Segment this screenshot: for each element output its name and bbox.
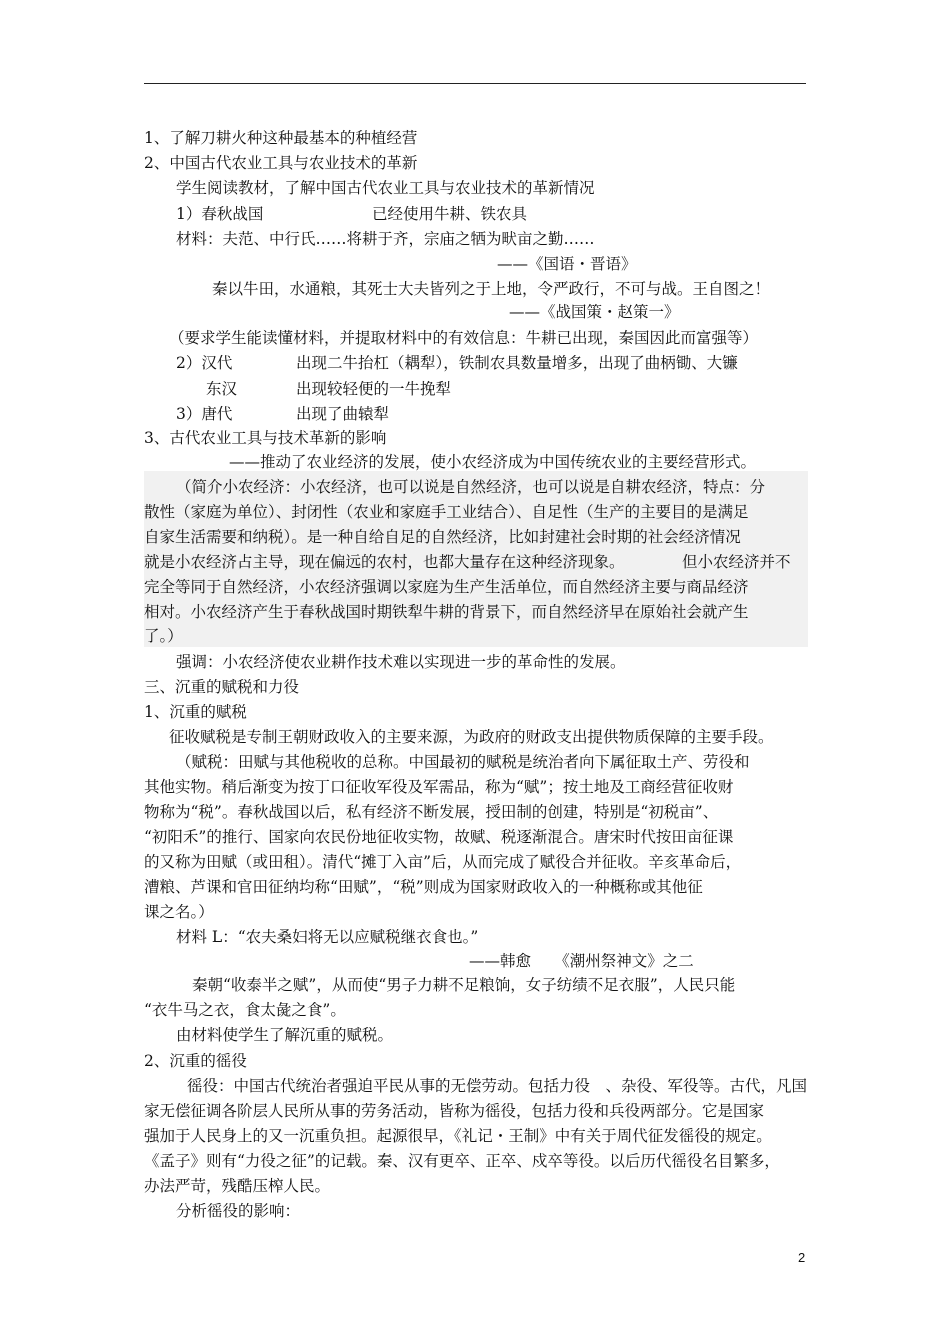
- text-line: 就是小农经济占主导，现在偏远的农村，也都大量存在这种经济现象。: [144, 553, 625, 571]
- text-line: 2、沉重的徭役: [144, 1052, 247, 1070]
- text-line: 出现较轻便的一牛挽犁: [296, 380, 452, 398]
- text-line: 办法严苛，残酷压榨人民。: [144, 1177, 331, 1195]
- text-line: 出现了曲辕犁: [296, 405, 390, 423]
- text-line: 分析徭役的影响：: [176, 1202, 301, 1220]
- text-line: 学生阅读教材，了解中国古代农业工具与农业技术的革新情况: [176, 179, 595, 197]
- text-line: 完全等同于自然经济，小农经济强调以家庭为生产生活单位，而自然经济主要与商品经济: [144, 578, 749, 596]
- text-line: 1、了解刀耕火种这种最基本的种植经营: [144, 129, 418, 147]
- text-line: 秦朝“收泰半之赋”，从而使“男子力耕不足粮饷，女子纺绩不足衣服”，人民只能: [192, 976, 736, 994]
- text-line: 3）唐代: [176, 405, 233, 423]
- text-line: （赋税：田赋与其他税收的总称。中国最初的赋税是统治者向下属征取土产、劳役和: [176, 753, 750, 771]
- text-line: 其他实物。稍后渐变为按丁口征收军役及军需品，称为“赋”；按土地及工商经营征收财: [144, 778, 734, 796]
- text-line: “初阳禾”的推行、国家向农民份地征收实物，故赋、税逐渐混合。唐宋时代按田亩征课: [144, 828, 734, 846]
- text-line: 家无偿征调各阶层人民所从事的劳务活动，皆称为徭役，包括力役和兵役两部分。它是国家: [144, 1102, 765, 1120]
- text-line: （简介小农经济：小农经济，也可以说是自然经济，也可以说是自耕农经济，特点：分: [176, 478, 766, 496]
- text-line: 漕粮、芦课和官田征纳均称“田赋”，“税”则成为国家财政收入的一种概称或其他征: [144, 878, 703, 896]
- text-line: 秦以牛田，水通粮，其死士大夫皆列之于上地，令严政行，不可与战。王自图之！: [212, 280, 771, 298]
- text-line: 课之名。）: [144, 903, 214, 921]
- text-line: “衣牛马之衣，食太彘之食”。: [144, 1001, 346, 1019]
- text-line: 2、中国古代农业工具与农业技术的革新: [144, 154, 418, 172]
- text-line: 强调：小农经济使农业耕作技术难以实现进一步的革命性的发展。: [176, 653, 626, 671]
- text-line: 由材料使学生了解沉重的赋税。: [176, 1026, 394, 1044]
- text-line: 自家生活需要和纳税）。是一种自给自足的自然经济，比如封建社会时期的社会经济情况: [144, 528, 741, 546]
- text-line: 2）汉代: [176, 354, 233, 372]
- text-line: 征收赋税是专制王朝财政收入的主要来源，为政府的财政支出提供物质保障的主要手段。: [169, 728, 774, 746]
- text-line: 东汉: [206, 380, 238, 398]
- text-line: 《孟子》则有“力役之征”的记载。秦、汉有更卒、正卒、戍卒等役。以后历代徭役名目繁多，: [144, 1152, 780, 1170]
- text-line: 已经使用牛耕、铁农具: [372, 205, 528, 223]
- text-line: 3、古代农业工具与技术革新的影响: [144, 429, 387, 447]
- source-citation: ——《国语・晋语》: [497, 255, 637, 273]
- section-heading: 三、沉重的赋税和力役: [144, 678, 300, 696]
- header-rule: [144, 83, 806, 84]
- text-line: 了。）: [144, 627, 183, 645]
- source-citation: ——韩愈 《潮州祭神文》之二: [469, 952, 694, 970]
- text-line: 物称为“税”。春秋战国以后，私有经济不断发展，授田制的创建，特别是“初税亩”、: [144, 803, 719, 821]
- text-line: 但小农经济并不: [682, 553, 791, 571]
- text-line: 1）春秋战国: [176, 205, 264, 223]
- text-line: 相对。小农经济产生于春秋战国时期铁犁牛耕的背景下，而自然经济早在原始社会就产生: [144, 603, 749, 621]
- text-line: 出现二牛抬杠（耦犁），铁制农具数量增多，出现了曲柄锄、大镰: [296, 354, 738, 372]
- text-line: 散性（家庭为单位）、封闭性（农业和家庭手工业结合）、自足性（生产的主要目的是满足: [144, 503, 749, 521]
- text-line: 材料：夫范、中行氏……将耕于齐，宗庙之牺为畎亩之勤……: [176, 230, 595, 248]
- text-line: 材料 L：“农夫桑妇将无以应赋税继衣食也。”: [176, 928, 479, 946]
- text-line: （要求学生能读懂材料，并提取材料中的有效信息：牛耕已出现，秦国因此而富强等）: [169, 329, 759, 347]
- text-line: 徭役：中国古代统治者强迫平民从事的无偿劳动。包括力役 、杂役、军役等。古代，凡国: [187, 1077, 808, 1095]
- page-number: 2: [798, 1250, 806, 1265]
- text-line: 的又称为田赋（或田租）。清代“摊丁入亩”后，从而完成了赋役合并征收。辛亥革命后，: [144, 853, 742, 871]
- source-citation: ——《战国策・赵策一》: [509, 303, 680, 321]
- text-line: ——推动了农业经济的发展，使小农经济成为中国传统农业的主要经营形式。: [229, 453, 757, 471]
- text-line: 1、沉重的赋税: [144, 703, 247, 721]
- text-line: 强加于人民身上的又一沉重负担。起源很早，《礼记・王制》中有关于周代征发徭役的规定。: [144, 1127, 772, 1145]
